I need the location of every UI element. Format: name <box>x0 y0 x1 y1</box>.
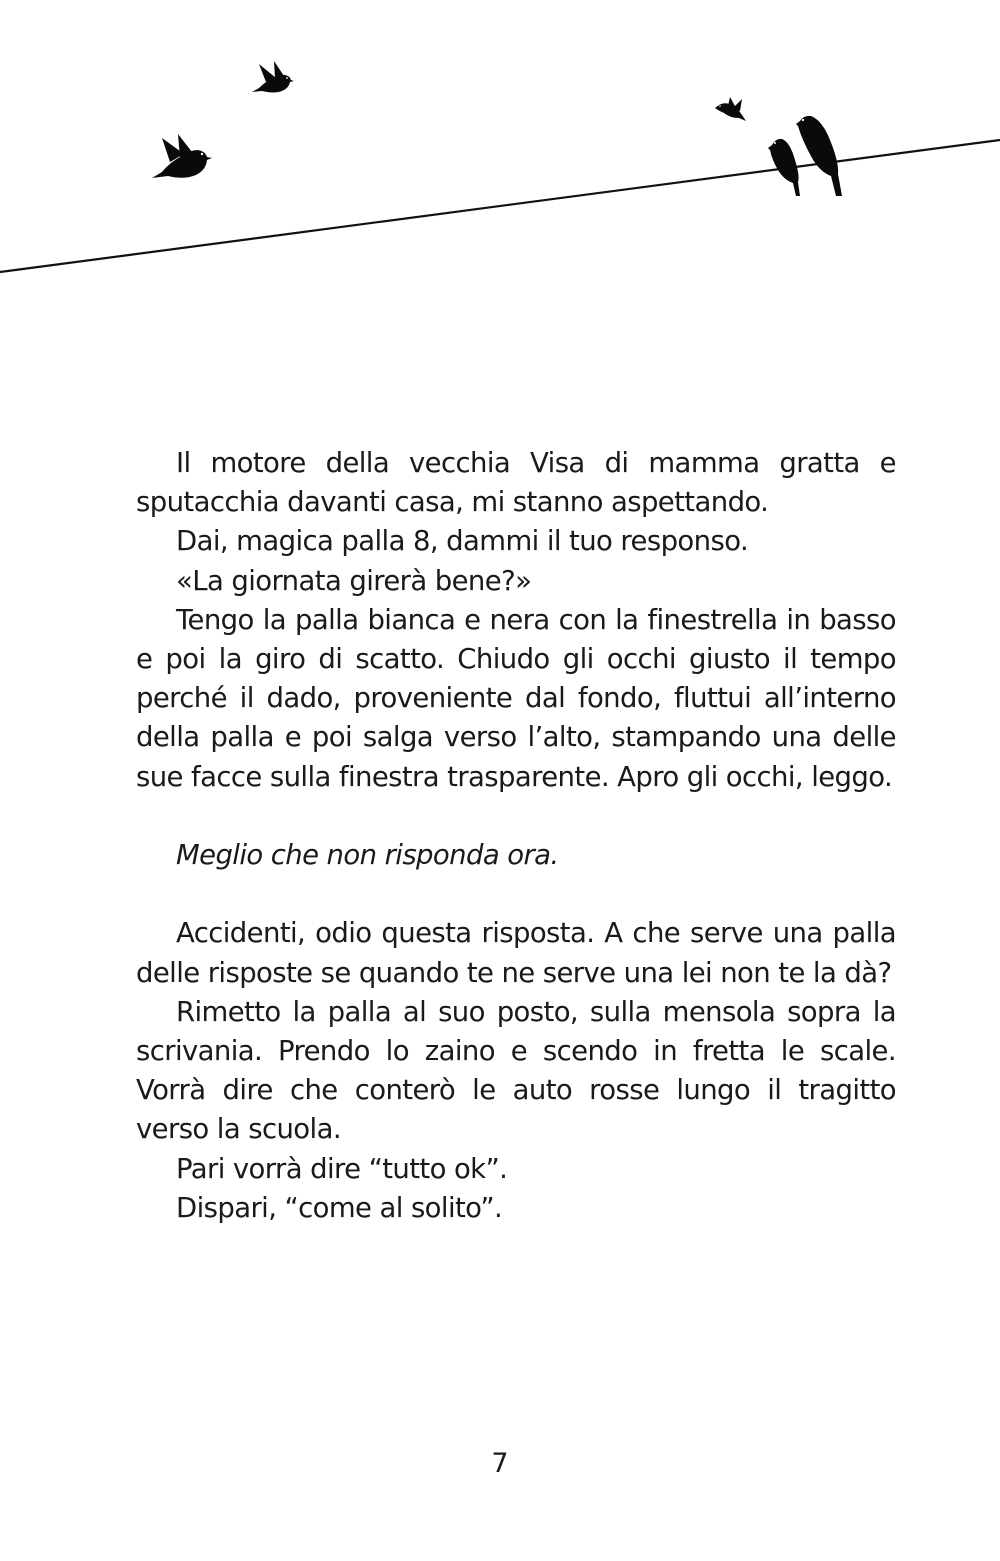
flying-bird-icon <box>715 97 746 121</box>
paragraph: Dispari, “come al solito”. <box>176 1191 503 1224</box>
paragraph: Il motore della vecchia Visa di mamma gratta e sputacchia davanti casa, mi stanno aspettando. <box>136 447 896 519</box>
perched-bird-icon <box>796 116 842 196</box>
paragraph: Dai, magica palla 8, dammi il tuo responso. <box>176 525 749 558</box>
paragraph: Accidenti, odio questa risposta. A che serve una palla delle risposte se quando te ne serve una lei non te la dà? <box>136 917 896 989</box>
wire-line <box>0 140 1000 272</box>
paragraph: Pari vorrà dire “tutto ok”. <box>176 1152 508 1185</box>
paragraph: Tengo la palla bianca e nera con la finestrella in basso e poi la giro di scatto. Chiudo gli occhi giusto il tempo perché il dado, proveniente dal fondo, fluttui all’interno della palla e poi salga verso l’alto, stampando una delle sue facce sulla finestra trasparente. Apro gli occhi, leggo. <box>136 603 896 793</box>
birds-on-wire-illustration <box>0 0 1000 300</box>
magic-8-ball-answer: Meglio che non risponda ora. <box>176 839 559 872</box>
chapter-text <box>136 444 896 1228</box>
paragraph: «La giornata girerà bene?» <box>176 564 532 597</box>
page-number: 7 <box>491 1448 509 1479</box>
perched-bird-icon <box>768 139 800 196</box>
paragraph: Rimetto la palla al suo posto, sulla mensola sopra la scrivania. Prendo lo zaino e scendo in fretta le scale. Vorrà dire che conterò le auto rosse lungo il tragitto verso la scuola. <box>136 995 896 1146</box>
flying-bird-icon <box>148 134 212 180</box>
flying-bird-icon <box>252 61 294 93</box>
